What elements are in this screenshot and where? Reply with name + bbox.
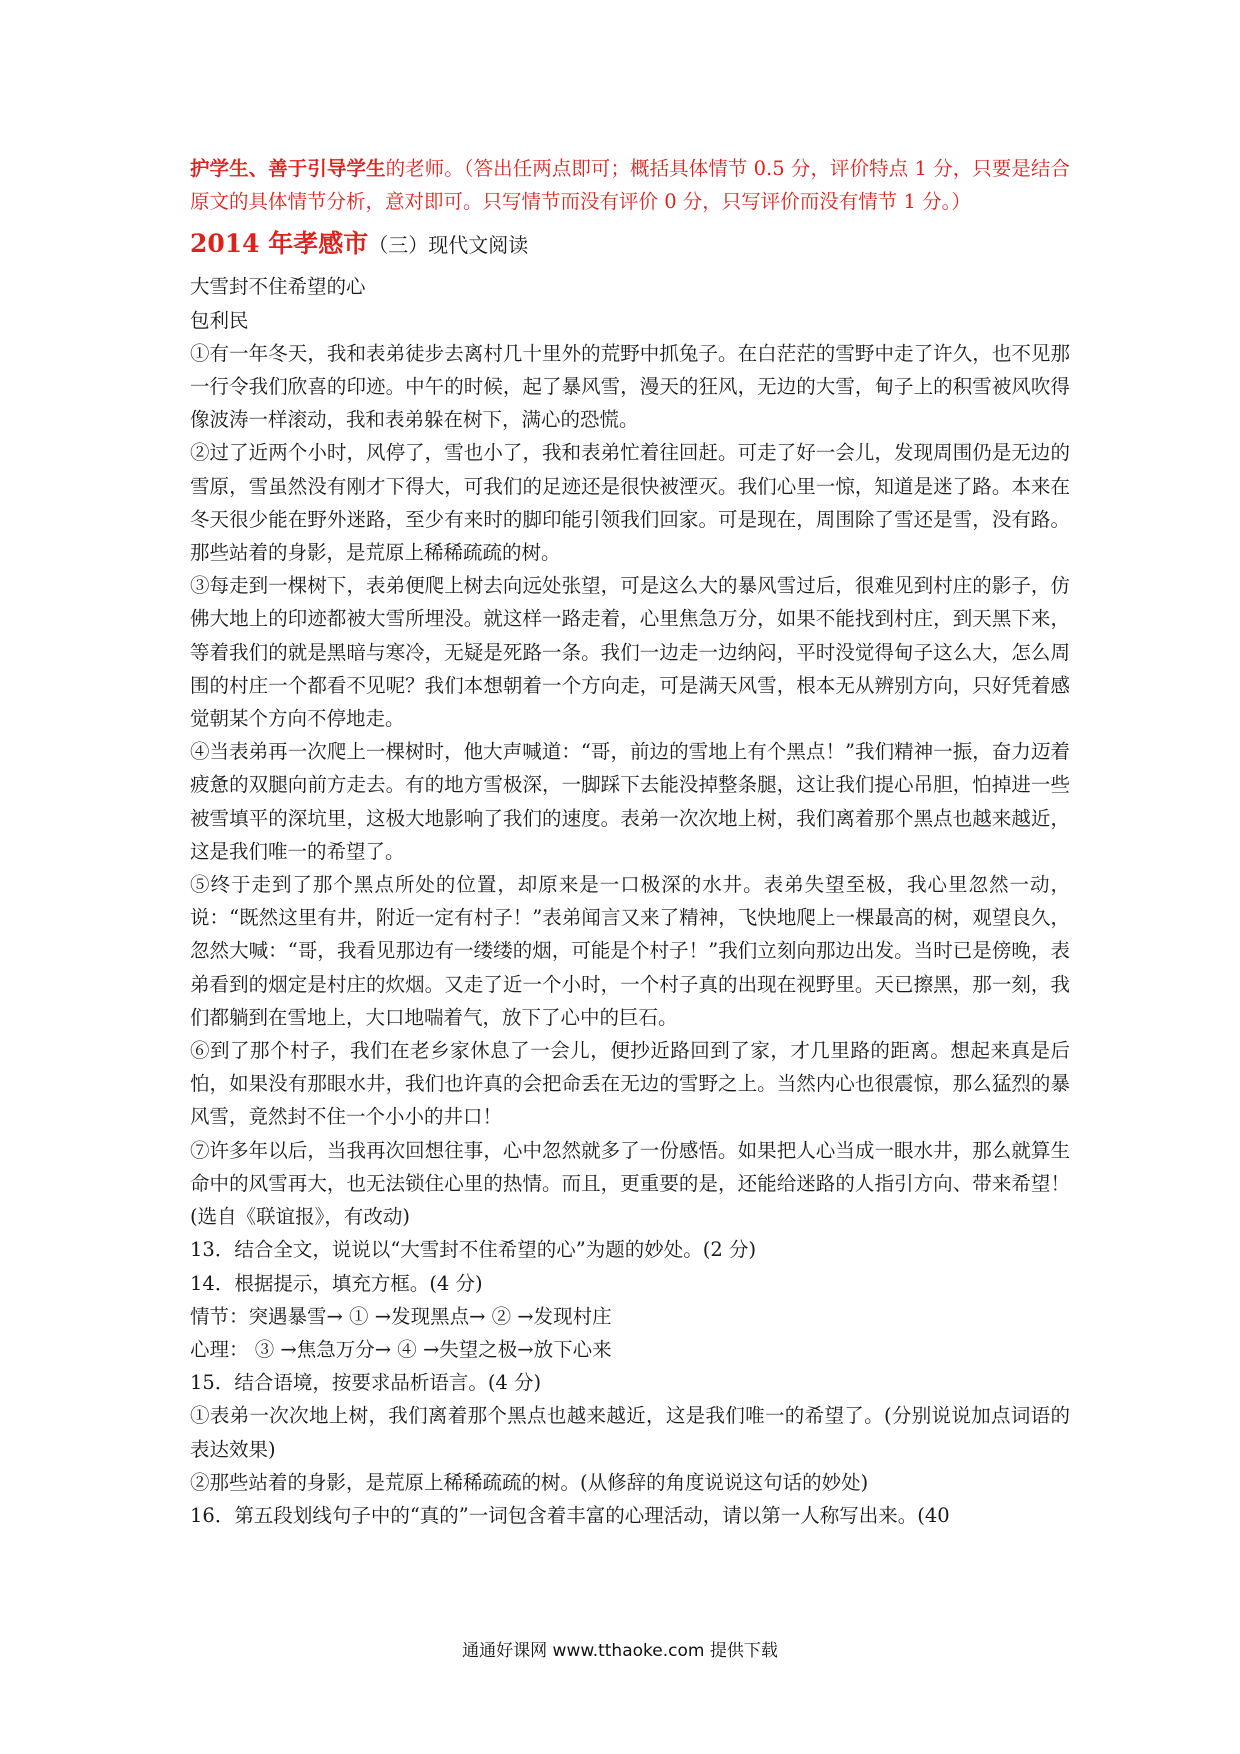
question-15-item-1: ①表弟一次次地上树，我们离着那个黑点也越来越近，这是我们唯一的希望了。(分别说说加点词语的表达效果)	[190, 1404, 1070, 1461]
question-15: 15．结合语境，按要求品析语言。(4 分)	[190, 1371, 542, 1395]
question-14-mood-line: 心理： ③ →焦急万分→ ④ →失望之极→放下心来	[190, 1337, 612, 1361]
article-title: 大雪封不住希望的心	[190, 275, 366, 299]
article-paragraph-6: ⑥到了那个村子，我们在老乡家休息了一会儿，便抄近路回到了家，才几里路的距离。想起来真是后怕，如果没有那眼水井，我们也许真的会把命丢在无边的雪野之上。当然内心也很震惊，那么猛烈的暴风雪，竟然封不住一个小小的井口！	[190, 1039, 1070, 1129]
article-paragraph-4: ④当表弟再一次爬上一棵树时，他大声喊道：“哥，前边的雪地上有个黑点！”我们精神一振，奋力迈着疲惫的双腿向前方走去。有的地方雪极深，一脚踩下去能没掉整条腿，这让我们提心吊胆，怕掉进一些被雪填平的深坑里，这极大地影响了我们的速度。表弟一次次地上树，我们离着那个黑点也越来越近，这是我们唯一的希望了。	[190, 740, 1070, 863]
article-paragraph-1: ①有一年冬天，我和表弟徒步去离村几十里外的荒野中抓兔子。在白茫茫的雪野中走了许久，也不见那一行令我们欣喜的印迹。中午的时候，起了暴风雪，漫天的狂风，无边的大雪，甸子上的积雪被风吹得像波涛一样滚动，我和表弟躲在树下，满心的恐慌。	[190, 341, 1070, 432]
section-label: （三）现代文阅读	[368, 233, 529, 258]
question-14-plot-line: 情节：突遇暴雪→ ① →发现黑点→ ② →发现村庄	[190, 1304, 612, 1328]
article-paragraph-7: ⑦许多年以后，当我再次回想往事，心中忽然就多了一份感悟。如果把人心当成一眼水井，那么就算生命中的风雪再大，也无法锁住心里的热情。而且，更重要的是，还能给迷路的人指引方向、带来希望！(选自《联谊报》，有改动)	[190, 1138, 1070, 1229]
page-footer: 通通好课网 www.tthaoke.com 提供下载	[462, 1641, 778, 1661]
question-14: 14．根据提示，填充方框。(4 分)	[190, 1271, 483, 1295]
article-author: 包利民	[190, 308, 249, 332]
article-paragraph-5: ⑤终于走到了那个黑点所处的位置，却原来是一口极深的水井。表弟失望至极，我心里忽然一动，说：“既然这里有井，附近一定有村子！”表弟闻言又来了精神，飞快地爬上一棵最高的树，观望良久，忽然大喊：“哥，我看见那边有一缕缕的烟，可能是个村子！”我们立刻向那边出发。当时已是傍晚，表弟看到的烟定是村庄的炊烟。又走了近一个小时，一个村子真的出现在视野里。天已擦黑，那一刻，我们都躺到在雪地上，大口地喘着气，放下了心中的巨石。	[190, 873, 1070, 1029]
answer-continuation	[190, 152, 1070, 218]
exam-year-city: 2014 年孝感市	[190, 229, 369, 259]
answer-bold-text: 护学生、善于引导学生	[190, 157, 386, 180]
answer-scoring-note: 的老师。（答出任两点即可；概括具体情节 0.5 分，评价特点 1 分，只要是结合原文的具体情节分析，意对即可。只写情节而没有评价 0 分，只写评价而没有情节 1 分。）	[190, 157, 1070, 214]
question-16: 16．第五段划线句子中的“真的”一词包含着丰富的心理活动，请以第一人称写出来。(40	[190, 1503, 950, 1527]
question-13: 13．结合全文，说说以“大雪封不住希望的心”为题的妙处。(2 分)	[190, 1238, 757, 1262]
article-paragraph-2: ②过了近两个小时，风停了，雪也小了，我和表弟忙着往回赶。可走了好一会儿，发现周围仍是无边的雪原，雪虽然没有刚才下得大，可我们的足迹还是很快被湮灭。我们心里一惊，知道是迷了路。本来在冬天很少能在野外迷路，至少有来时的脚印能引领我们回家。可是现在，周围除了雪还是雪，没有路。那些站着的身影，是荒原上稀稀疏疏的树。	[190, 441, 1070, 565]
section-heading	[190, 224, 1070, 266]
question-15-item-2: ②那些站着的身影，是荒原上稀稀疏疏的树。(从修辞的角度说说这句话的妙处)	[190, 1470, 869, 1494]
article-paragraph-3: ③每走到一棵树下，表弟便爬上树去向远处张望，可是这么大的暴风雪过后，很难见到村庄的影子，仿佛大地上的印迹都被大雪所埋没。就这样一路走着，心里焦急万分，如果不能找到村庄，到天黑下来，等着我们的就是黑暗与寒冷，无疑是死路一条。我们一边走一边纳闷，平时没觉得甸子这么大，怎么周围的村庄一个都看不见呢？我们本想朝着一个方向走，可是满天风雪，根本无从辨别方向，只好凭着感觉朝某个方向不停地走。	[190, 574, 1070, 731]
page-content	[190, 152, 1070, 1532]
